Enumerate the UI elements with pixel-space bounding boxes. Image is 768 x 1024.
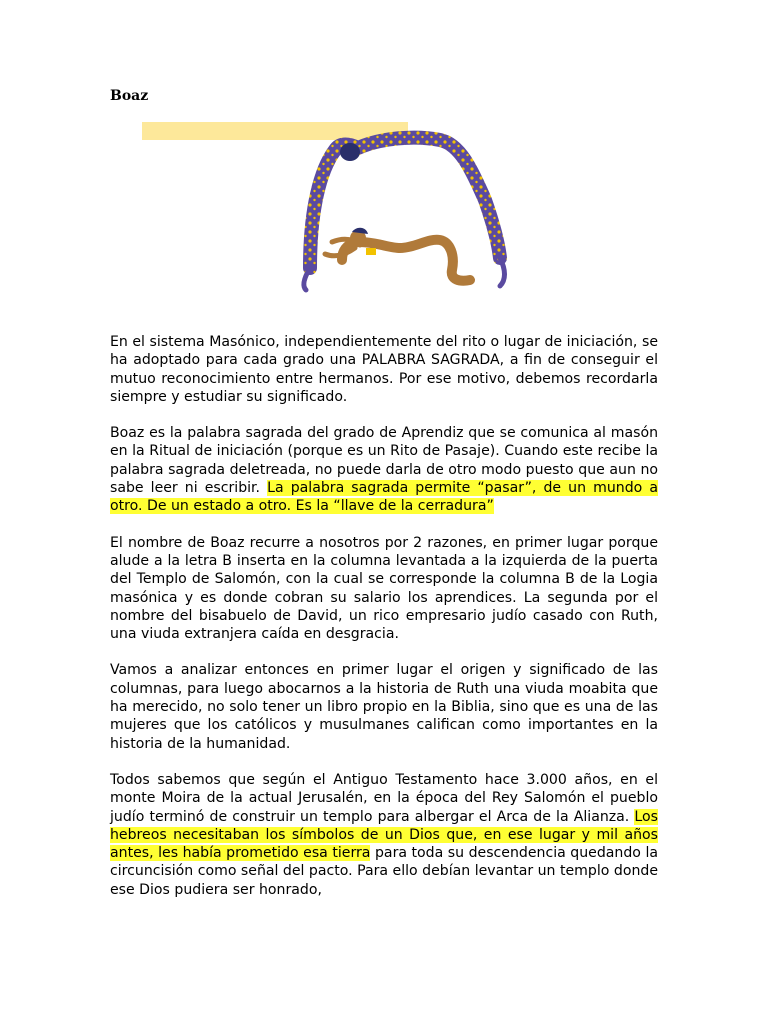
document-title: Boaz [110,88,149,104]
document-body [110,333,658,917]
text-run: En el sistema Masónico, independientemente del rito o lugar de iniciación, se ha adoptado para cada grado una PALABRA SAGRADA, a fin de conseguir el mutuo reconocimiento entre hermanos. Por ese motivo, debemos recordarla siempre y estudiar su significado. [110,334,658,405]
paragraph [110,661,658,752]
highlighted-text: La palabra sagrada permite “pasar”, de un mundo a otro. De un estado a otro. Es la “llave de la cerradura” [110,480,658,515]
text-run: El nombre de Boaz recurre a nosotros por 2 razones, en primer lugar porque alude a la letra B inserta en la columna levantada a la izquierda de la puerta del Templo de Salomón, con la cual se corresponde la columna B de la Logia masónica y es donde cobran su salario los aprendices. La segunda por el nombre del bisabuelo de David, un rico empresario judío casado con Ruth, una viuda extranjera caída en desgracia. [110,534,658,643]
paragraph [110,333,658,406]
highlighted-text: Los hebreos necesitaban los símbolos de un Dios que, en ese lugar y mil años antes, les había prometido esa tierra [110,808,658,862]
paragraph [110,771,658,899]
text-run: Vamos a analizar entonces en primer lugar el origen y significado de las columnas, para luego abocarnos a la historia de Ruth una viuda moabita que ha merecido, no solo tener un libro propio en la Biblia, sino que es una de las mujeres que los católicos y musulmanes califican como importantes en la historia de la humanidad. [110,662,658,752]
nut-geb-illustration [280,130,510,300]
paragraph [110,534,658,644]
text-run: para toda su descendencia quedando la circuncisión como señal del pacto. Para ello debían levantar un templo donde ese Dios pudiera ser honrado, [110,845,659,898]
paragraph [110,424,658,515]
text-run: Todos sabemos que según el Antiguo Testamento hace 3.000 años, en el monte Moira de la actual Jerusalén, en la época del Rey Salomón el pueblo judío terminó de construir un templo para albergar el Arca de la Alianza. [110,771,658,825]
text-run: Boaz es la palabra sagrada del grado de Aprendiz que se comunica al masón en la Ritual de iniciación (porque es un Rito de Pasaje). Cuando este recibe la palabra sagrada deletreada, no puede darla de otro modo puesto que aun no sabe leer ni escribir. [110,425,658,497]
